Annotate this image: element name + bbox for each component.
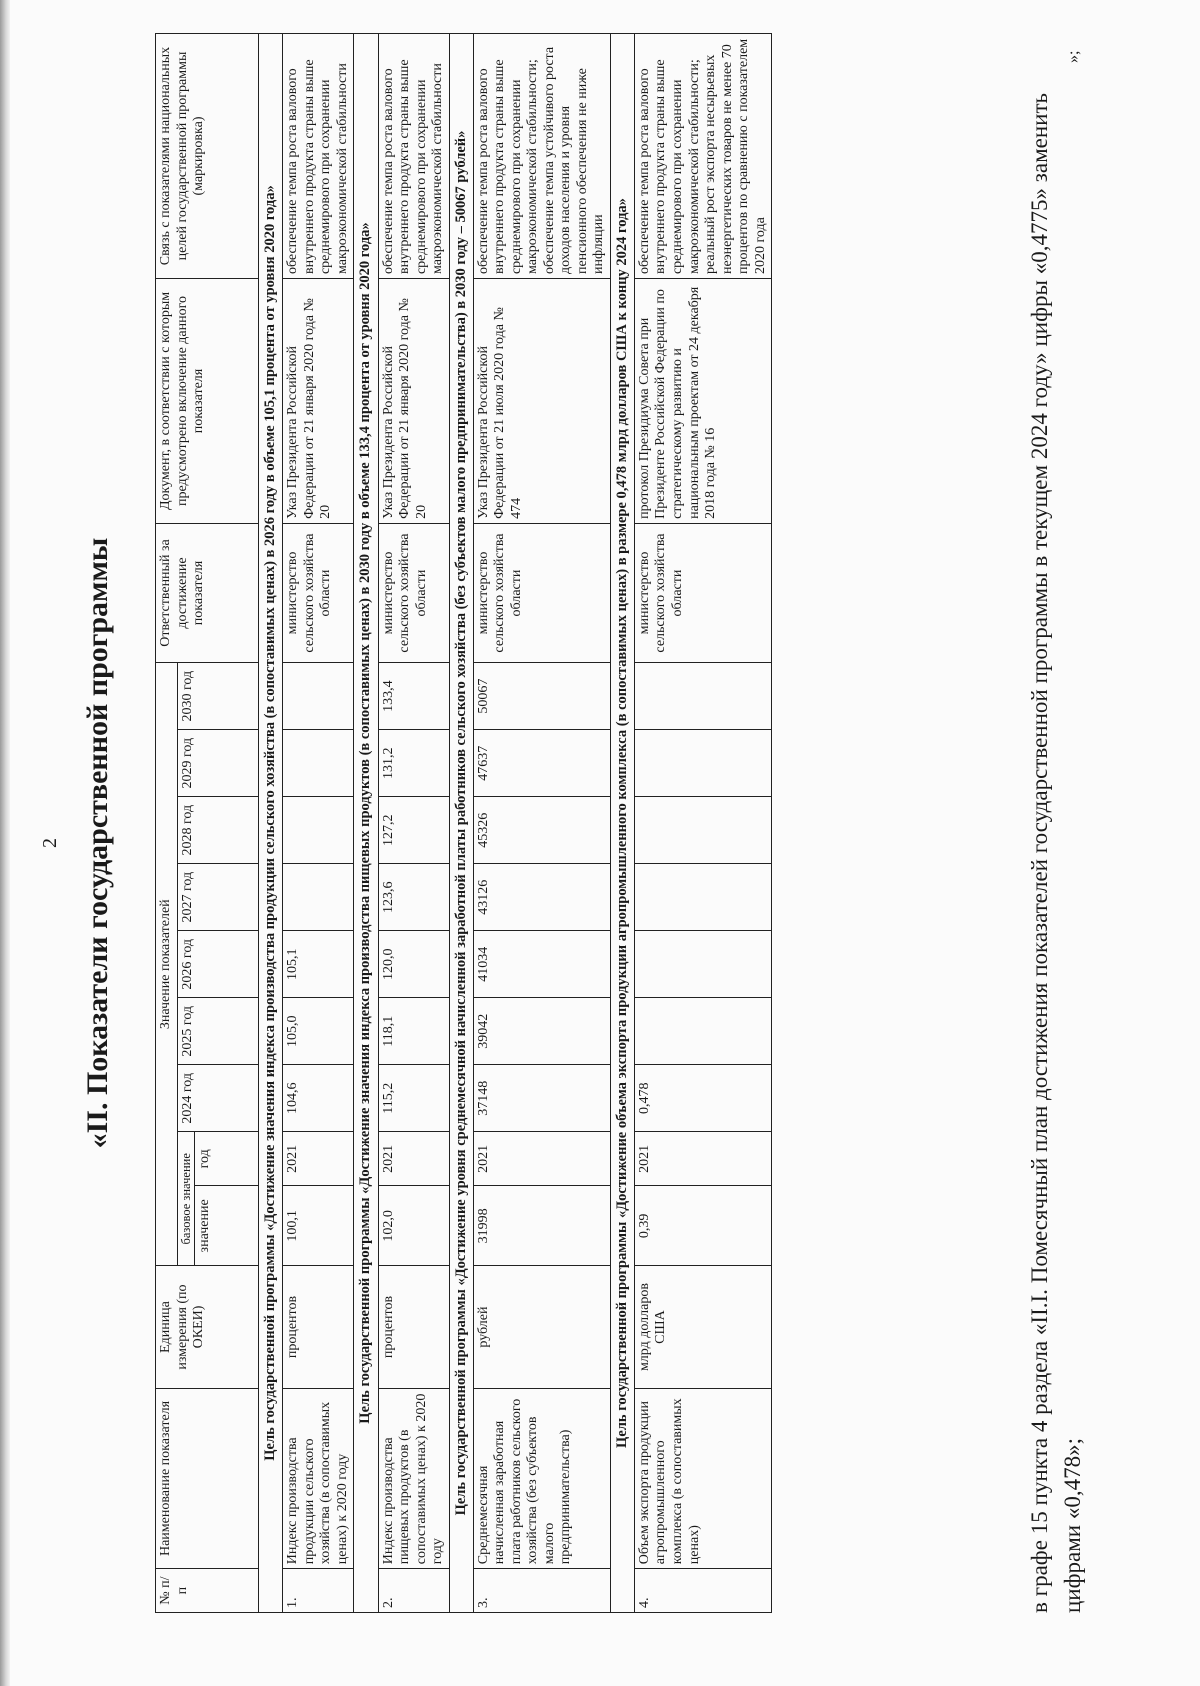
header-unit: Единица измерения (по ОКЕИ) [156,1266,259,1388]
indicators-table [155,33,772,1613]
document-title: «II. Показатели государственной программы [81,537,114,1149]
header-year-2028: 2028 год [177,797,259,864]
row-value-2027 [634,864,771,931]
row-value-2030: 133,4 [378,663,449,730]
row-value-2025: 118,1 [378,998,449,1065]
row-value-2028: 45326 [473,797,610,864]
row-base-value: 100,1 [283,1186,354,1266]
goal-row-3: Цель государственной программы «Достижение уровня среднемесячной начисленной заработной платы работников сельского хозяйства (без субъектов малого предпринимательства) в 2030 году – 50067 рублей» [449,34,473,1613]
row-value-2025: 39042 [473,998,610,1065]
row-value-2028 [634,797,771,864]
row-unit: рублей [473,1266,610,1388]
row-base-value: 31998 [473,1186,610,1266]
header-document: Документ, в соответствии с которым предусмотрено включение данного показателя [156,279,259,524]
row-document: Указ Президента Российской Федерации от 21 января 2020 года № 20 [283,279,354,524]
row-value-2029: 131,2 [378,730,449,797]
scan-edge-shadow [0,0,10,1686]
header-values-group: Значение показателей [156,663,178,1266]
row-value-2027 [283,864,354,931]
row-value-2030 [634,663,771,730]
row-value-2028 [283,797,354,864]
header-year-2029: 2029 год [177,730,259,797]
row-responsible: министерство сельского хозяйства области [634,523,771,662]
row-base-year: 2021 [378,1132,449,1186]
header-num: № п/п [156,1569,259,1613]
row-name: Индекс производства пищевых продуктов (в сопоставимых ценах) к 2020 году [378,1388,449,1568]
row-value-2024: 37148 [473,1065,610,1132]
row-value-2024: 115,2 [378,1065,449,1132]
row-responsible: министерство сельского хозяйства области [473,523,610,662]
header-year-2024: 2024 год [177,1065,259,1132]
row-base-year: 2021 [283,1132,354,1186]
header-link: Связь с показателями национальных целей государственной программы (маркировка) [156,34,259,279]
row-base-year: 2021 [473,1132,610,1186]
header-responsible: Ответственный за достижение показателя [156,523,259,662]
row-value-2030: 50067 [473,663,610,730]
row-num: 4. [634,1569,771,1613]
table-row [634,34,771,1613]
goal-row-4: Цель государственной программы «Достижение объема экспорта продукции агропромышленного комплекса (в сопоставимых ценах) в размере 0,478 млрд долларов США к концу 2024 года» [610,34,634,1613]
row-base-year: 2021 [634,1132,771,1186]
goal-row-2: Цель государственной программы «Достижение значения индекса производства пищевых продуктов (в сопоставимых ценах) в 2030 году в объеме 133,4 процента от уровня 2020 года» [354,34,378,1613]
row-value-2025: 105,0 [283,998,354,1065]
row-value-2026 [634,931,771,998]
table-row [473,34,610,1613]
row-name: Среднемесячная начисленная заработная плата работников сельского хозяйства (без субъектов малого предпринимательства) [473,1388,610,1568]
row-unit: млрд долларов США [634,1266,771,1388]
row-value-2026: 41034 [473,931,610,998]
row-document: Указ Президента Российской Федерации от 21 июля 2020 года № 474 [473,279,610,524]
row-responsible: министерство сельского хозяйства области [378,523,449,662]
row-value-2027: 43126 [473,864,610,931]
row-base-value: 0,39 [634,1186,771,1266]
row-name: Объем экспорта продукции агропромышленного комплекса (в сопоставимых ценах) [634,1388,771,1568]
row-value-2029: 47637 [473,730,610,797]
row-num: 3. [473,1569,610,1613]
row-document: Указ Президента Российской Федерации от 21 января 2020 года № 20 [378,279,449,524]
closing-quote-mark: »; [1065,50,1082,63]
header-base-group: базовое значение [177,1132,195,1266]
row-value-2026: 105,1 [283,931,354,998]
header-year-2026: 2026 год [177,931,259,998]
row-value-2026: 120,0 [378,931,449,998]
row-name: Индекс производства продукции сельского хозяйства (в сопоставимых ценах) к 2020 году [283,1388,354,1568]
row-num: 1. [283,1569,354,1613]
row-unit: процентов [378,1266,449,1388]
row-value-2030 [283,663,354,730]
row-num: 2. [378,1569,449,1613]
header-year-2025: 2025 год [177,998,259,1065]
table-row [283,34,354,1613]
header-year-2027: 2027 год [177,864,259,931]
goal-row-1: Цель государственной программы «Достижение значения индекса производства продукции сельского хозяйства (в сопоставимых ценах) в 2026 году в объеме 105,1 процента от уровня 2020 года» [259,34,283,1613]
header-name: Наименование показателя [156,1388,259,1568]
row-link: обеспечение темпа роста валового внутреннего продукта страны выше среднемирового при сохранении макроэкономической стабильности [283,34,354,279]
amendment-paragraph: в графе 15 пункта 4 раздела «II.I. Помесячный план достижения показателей государственной программы в текущем 2024 году» цифры «0,4775» заменить цифрами «0,478»; [1027,93,1086,1613]
row-link: обеспечение темпа роста валового внутреннего продукта страны выше среднемирового при сохранении макроэкономической стабильности; обеспечение темпа устойчивого роста доходов населения и уровня пенсионного обеспечения не ниже инфляции [473,34,610,279]
header-base-year: год [195,1132,259,1186]
row-document: протокол Президиума Совета при Президенте Российской Федерации по стратегическому развитию и национальным проектам от 24 декабря 2018 года № 16 [634,279,771,524]
header-year-2030: 2030 год [177,663,259,730]
row-value-2029 [283,730,354,797]
row-link: обеспечение темпа роста валового внутреннего продукта страны выше среднемирового при сохранении макроэкономической стабильности; реальный рост экспорта несырьевых неэнергетических товаров не менее 70 процентов по сравнению с показателем 2020 года [634,34,771,279]
row-base-value: 102,0 [378,1186,449,1266]
row-value-2029 [634,730,771,797]
row-value-2028: 127,2 [378,797,449,864]
table-row [378,34,449,1613]
row-link: обеспечение темпа роста валового внутреннего продукта страны выше среднемирового при сохранении макроэкономической стабильности [378,34,449,279]
page-number: 2 [39,838,61,848]
header-base-value: значение [195,1186,259,1266]
rotated-document-page [33,33,1153,1653]
row-value-2027: 123,6 [378,864,449,931]
row-value-2024: 104,6 [283,1065,354,1132]
row-responsible: министерство сельского хозяйства области [283,523,354,662]
row-value-2024: 0,478 [634,1065,771,1132]
row-unit: процентов [283,1266,354,1388]
row-value-2025 [634,998,771,1065]
